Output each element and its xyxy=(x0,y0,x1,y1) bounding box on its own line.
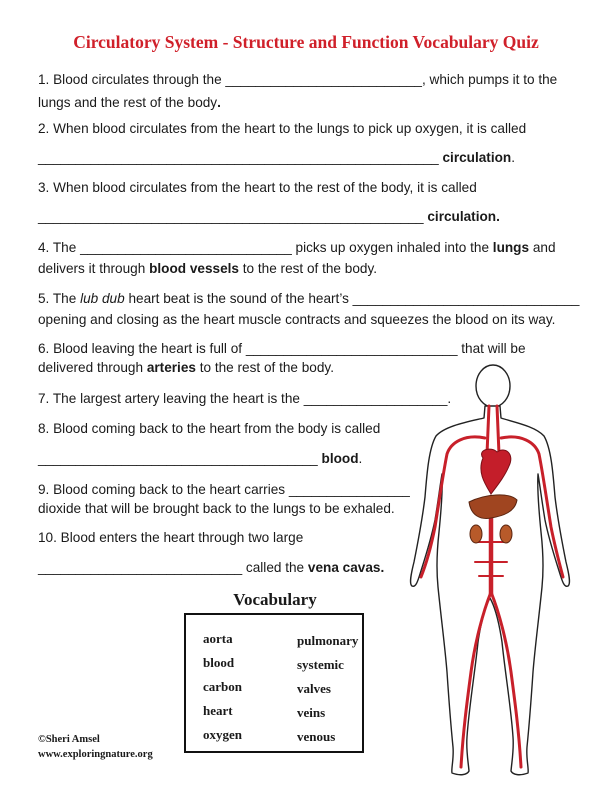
vocab-word: veins xyxy=(297,705,326,720)
question-10-cont: ___________________________ called the vena cavas. xyxy=(38,560,385,575)
vocabulary-title: Vocabulary xyxy=(233,590,317,609)
answer-blank-7[interactable]: ___________________ xyxy=(303,391,448,406)
question-6-cont: delivered through arteries to the rest of the body. xyxy=(38,360,334,375)
answer-blank-6[interactable]: ____________________________ xyxy=(245,341,458,356)
question-5-cont: opening and closing as the heart muscle contracts and squeezes the blood on its way. xyxy=(38,312,556,327)
vocab-word: pulmonary xyxy=(297,633,359,648)
question-10: 10. Blood enters the heart through two large xyxy=(38,530,304,545)
question-1: 1. Blood circulates through the __________________________, which pumps it to the xyxy=(38,72,558,87)
question-3: 3. When blood circulates from the heart to the rest of the body, it is called xyxy=(38,180,477,195)
answer-blank-9[interactable]: ________________ xyxy=(288,482,410,497)
answer-blank-1[interactable]: __________________________ xyxy=(225,72,422,87)
kidney-left xyxy=(470,525,482,543)
question-3-cont: ___________________________________________________ circulation. xyxy=(38,209,500,224)
circulatory-system-illustration xyxy=(405,362,580,787)
vocab-word: systemic xyxy=(297,657,344,672)
answer-blank-5[interactable]: ______________________________ xyxy=(352,291,580,306)
author-credit: ©Sheri Amsel xyxy=(38,734,100,745)
question-8-cont: _____________________________________ blood. xyxy=(38,451,363,466)
question-5: 5. The lub dub heart beat is the sound of the heart’s ______________________________ xyxy=(38,291,580,306)
page-title: Circulatory System - Structure and Function Vocabulary Quiz xyxy=(73,32,539,52)
answer-blank-2[interactable]: _____________________________________________________ xyxy=(38,150,439,165)
vocab-word: oxygen xyxy=(203,727,242,742)
question-7: 7. The largest artery leaving the heart is the ___________________. xyxy=(38,391,452,406)
question-9-cont: dioxide that will be brought back to the lungs to be exhaled. xyxy=(38,501,395,516)
vocab-word: blood xyxy=(203,655,235,670)
vocabulary-box xyxy=(184,613,364,753)
question-9: 9. Blood coming back to the heart carries ________________ xyxy=(38,482,410,497)
kidney-right xyxy=(500,525,512,543)
question-2-cont: _____________________________________________________ circulation. xyxy=(38,150,516,165)
vocab-word: carbon xyxy=(203,679,242,694)
answer-blank-3[interactable]: ___________________________________________________ xyxy=(38,209,424,224)
answer-blank-10[interactable]: ___________________________ xyxy=(38,560,243,575)
vocab-word: valves xyxy=(297,681,331,696)
vocab-word: aorta xyxy=(203,631,233,646)
vocab-word: heart xyxy=(203,703,233,718)
answer-blank-4[interactable]: ____________________________ xyxy=(80,240,292,255)
website-credit: www.exploringnature.org xyxy=(38,749,153,760)
question-4-cont: delivers it through blood vessels to the rest of the body. xyxy=(38,261,378,276)
answer-blank-8[interactable]: _____________________________________ xyxy=(38,451,318,466)
question-4: 4. The ____________________________ picks up oxygen inhaled into the lungs and xyxy=(38,240,556,255)
question-8: 8. Blood coming back to the heart from the body is called xyxy=(38,421,381,436)
question-6: 6. Blood leaving the heart is full of ____________________________ that will be xyxy=(38,341,526,356)
vocab-word: venous xyxy=(297,729,336,744)
question-1-cont: lungs and the rest of the body. xyxy=(38,95,221,110)
question-2: 2. When blood circulates from the heart to the lungs to pick up oxygen, it is called xyxy=(38,121,527,136)
